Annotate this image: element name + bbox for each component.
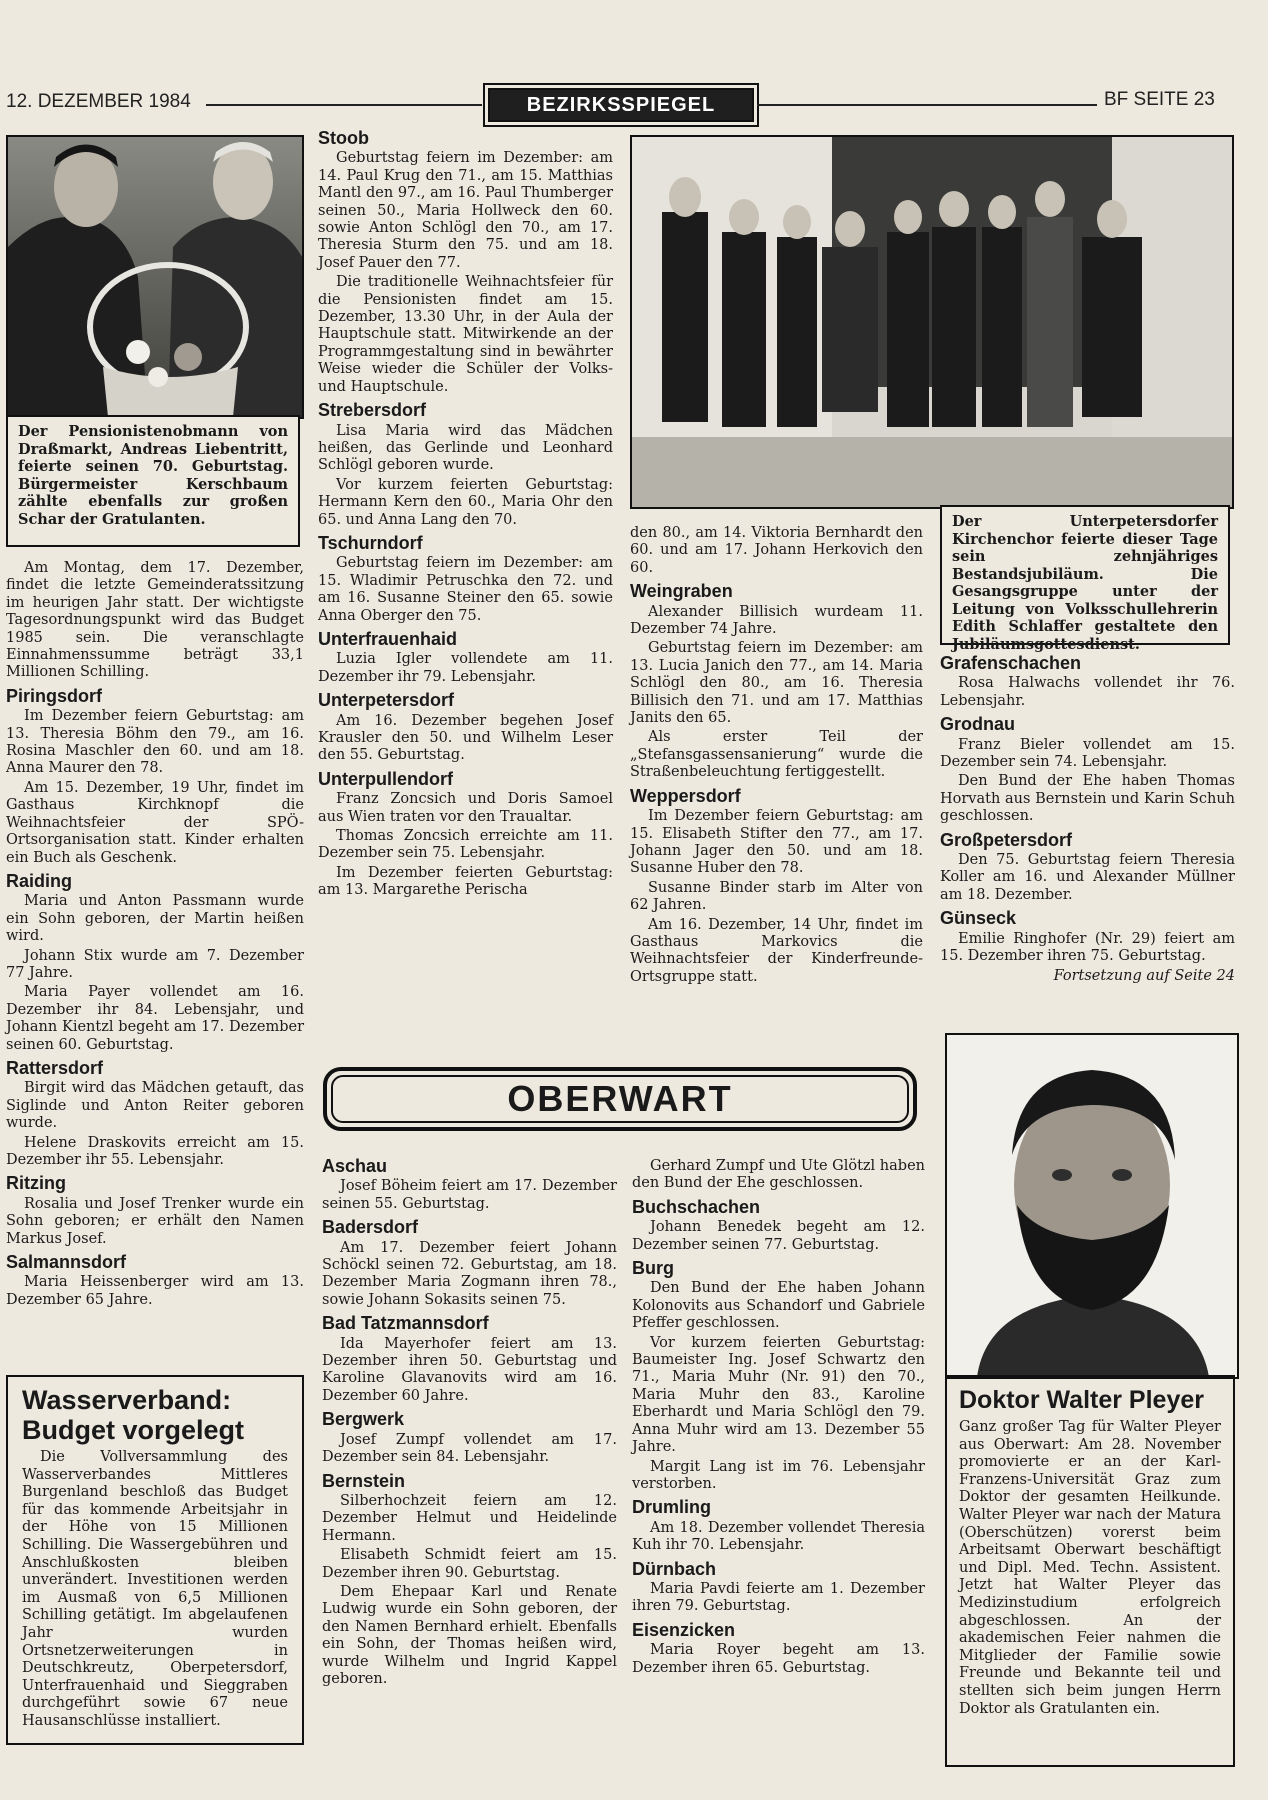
- paragraph: Susanne Binder starb im Alter von 62 Jahren.: [630, 879, 923, 914]
- paragraph: Franz Zoncsich und Doris Samoel aus Wien traten vor den Traualtar.: [318, 791, 613, 825]
- heading-badersdorf: Badersdorf: [322, 1217, 419, 1238]
- paragraph: Lisa Maria wird das Mädchen heißen, das Gerlinde und Leonhard Schlögl geboren wurde.: [318, 422, 613, 474]
- paragraph: Vor kurzem feierten Geburtstag: Hermann Kern den 60., Maria Ohr den 65. und Anna Lang den 70.: [318, 476, 613, 528]
- paragraph: Emilie Ringhofer (Nr. 29) feiert am 15. Dezember ihren 75. Geburtstag.: [940, 930, 1235, 965]
- paragraph: Geburtstag feiern im Dezember: am 13. Lucia Janich den 77., am 14. Maria Schlögl den 80., am 16. Theresia Billisich den 71. und am 17. Matthias Janits den 65.: [630, 640, 923, 727]
- heading-burg: Burg: [632, 1258, 674, 1279]
- paragraph: den 80., am 14. Viktoria Bernhardt den 60. und am 17. Johann Herkovich den 60.: [630, 525, 923, 576]
- paragraph: Silberhochzeit feiern am 12. Dezember Helmut und Heidelinde Hermann.: [322, 1492, 617, 1544]
- paragraph: Am 15. Dezember, 19 Uhr, findet im Gasthaus Kirchknopf die Weihnachtsfeier der SPÖ-Ortsorganisation statt. Kinder erhalten ein Buch als Geschenk.: [6, 779, 304, 866]
- paragraph: Am 16. Dezember begehen Josef Krausler den 50. und Wilhelm Leser den 55. Geburtstag.: [318, 712, 613, 764]
- paragraph: Rosalia und Josef Trenker wurde ein Sohn geboren; er erhält den Namen Markus Josef.: [6, 1195, 304, 1247]
- paragraph: Thomas Zoncsich erreichte am 11. Dezember sein 75. Lebensjahr.: [318, 828, 613, 862]
- paragraph: Im Dezember feierten Geburtstag: am 13. Margarethe Perischa: [318, 864, 613, 899]
- heading-weppersdorf: Weppersdorf: [630, 785, 741, 806]
- photo-choir: [630, 135, 1234, 509]
- oberwart-banner: [323, 1067, 917, 1131]
- paragraph: Als erster Teil der „Stefansgassensanierung“ wurde die Straßenbeleuchtung fertiggestellt.: [630, 729, 923, 781]
- intro-paragraph: Am Montag, dem 17. Dezember, findet die letzte Gemeinderatssitzung im heurigen Jahr statt. Der wichtigste Tagesordnungspunkt wird das Budget 1985 sein. Die veranschlagte Einnahmenssumme beträgt 33,1 Millionen Schilling.: [6, 560, 304, 681]
- heading-buchschachen: Buchschachen: [632, 1196, 761, 1217]
- heading-grafenschachen: Grafenschachen: [940, 653, 1082, 673]
- paragraph: Maria Payer vollendet am 16. Dezember ihr 84. Lebensjahr, und Johann Kientzl begeht am 17. Dezember seinen 60. Geburtstag.: [6, 984, 304, 1053]
- walter-pleyer-text: Ganz großer Tag für Walter Pleyer aus Oberwart: Am 28. November promovierte er an der Karl-Franzens-Universität Graz zum Doktor der gesamten Heilkunde. Walter Pleyer war nach der Matura (Oberschützen) vorerst beim Arbeitsamt Oberwart beschäftigt und Dipl. Med. Techn. Assistent. Jetzt hat Walter Pleyer das Medizinstudium erfolgreich abgeschlossen. An der akademischen Feier nahmen die Mitglieder der Familie sowie Freunde und Bekannte teil und stellten sich beim jungen Herrn Doktor als Gratulanten ein.: [959, 1419, 1221, 1717]
- paragraph: Dem Ehepaar Karl und Renate Ludwig wurde ein Sohn geboren, der den Namen Bernhard erhielt. Ebenfalls ein Sohn, der Thomas heißen wird, wurde Wilhelm und Ingrid Kappel geboren.: [322, 1583, 617, 1687]
- heading-weingraben: Weingraben: [630, 581, 733, 602]
- paragraph: Vor kurzem feierten Geburtstag: Baumeister Ing. Josef Schwartz den 71., Maria Muhr (Nr. 91) den 70., Maria Muhr den 83., Karoline Eberhardt und Maria Schlögl den 79. Anna Muhr wird am 13. Dezember 55 Jahre.: [632, 1334, 925, 1456]
- photo-choir-image: [632, 137, 1232, 507]
- section-tag: BEZIRKSSPIEGEL: [488, 88, 754, 122]
- heading-salmannsdorf: Salmannsdorf: [6, 1252, 127, 1273]
- header-rule-left: [206, 104, 482, 106]
- column-1: [6, 560, 304, 1309]
- paragraph: Den Bund der Ehe haben Thomas Horvath aus Bernstein und Karin Schuh geschlossen.: [940, 773, 1235, 825]
- heading-eisenzicken: Eisenzicken: [632, 1619, 736, 1640]
- paragraph: Den 75. Geburtstag feiern Theresia Koller am 16. und Alexander Müllner am 18. Dezember.: [940, 852, 1235, 903]
- paragraph: Im Dezember feiern Geburtstag: am 15. Elisabeth Stifter den 77., am 17. Johann Jager den 50. und am 18. Susanne Huber den 78.: [630, 808, 923, 877]
- heading-aschau: Aschau: [322, 1156, 388, 1176]
- paragraph: Am 16. Dezember, 14 Uhr, findet im Gasthaus Markovics die Weihnachtsfeier der Kinderfreunde-Ortsgruppe statt.: [630, 916, 923, 985]
- paragraph: Elisabeth Schmidt feiert am 15. Dezember ihren 90. Geburtstag.: [322, 1547, 617, 1581]
- paragraph: Maria und Anton Passmann wurde ein Sohn geboren, der Martin heißen wird.: [6, 893, 304, 945]
- wasserverband-box: [6, 1375, 304, 1745]
- oberwart-banner-title: OBERWART: [331, 1075, 909, 1123]
- photo-walter-pleyer-image: [947, 1035, 1237, 1377]
- paragraph: Gerhard Zumpf und Ute Glötzl haben den Bund der Ehe geschlossen.: [632, 1158, 925, 1192]
- wasserverband-title: Wasserverband: Budget vorgelegt: [22, 1385, 245, 1445]
- heading-piringsdorf: Piringsdorf: [6, 685, 103, 706]
- photo-choir-caption: Der Unterpetersdorfer Kirchenchor feierte dieser Tage sein zehnjähriges Bestandsjubiläum. Die Gesangsgruppe unter der Leitung von Volksschullehrerin Edith Schlaffer gestaltete den Jubiläumsgottesdienst.: [940, 505, 1230, 645]
- walter-pleyer-box: [945, 1375, 1235, 1767]
- paragraph: Josef Böheim feiert am 17. Dezember seinen 55. Geburtstag.: [322, 1178, 617, 1212]
- paragraph: Maria Pavdi feierte am 1. Dezember ihren 79. Geburtstag.: [632, 1580, 925, 1615]
- paragraph: Am 18. Dezember vollendet Theresia Kuh ihr 70. Lebensjahr.: [632, 1519, 925, 1554]
- heading-bergwerk: Bergwerk: [322, 1409, 405, 1430]
- heading-drumling: Drumling: [632, 1497, 711, 1518]
- column-2: [318, 130, 613, 900]
- heading-unterpetersdorf: Unterpetersdorf: [318, 690, 455, 711]
- paragraph: Ida Mayerhofer feiert am 13. Dezember ihren 50. Geburtstag und Karoline Glavanovits wird am 16. Dezember 60 Jahre.: [322, 1335, 617, 1404]
- photo-pensioners-caption: Der Pensionistenobmann von Draßmarkt, Andreas Liebentritt, feierte seinen 70. Geburtstag. Bürgermeister Kerschbaum zählte ebenfalls zur großen Schar der Gratulanten.: [6, 415, 300, 547]
- paragraph: Margit Lang ist im 76. Lebensjahr verstorben.: [632, 1458, 925, 1492]
- heading-duernbach: Dürnbach: [632, 1558, 717, 1579]
- heading-unterpullendorf: Unterpullendorf: [318, 768, 453, 789]
- paragraph: Johann Stix wurde am 7. Dezember 77 Jahre.: [6, 947, 304, 981]
- photo-walter-pleyer: [945, 1033, 1239, 1379]
- wasserverband-text: Die Vollversammlung des Wasserverbandes Mittleres Burgenland beschloß das Budget für das kommende Arbeitsjahr in der Höhe von 15 Millionen Schilling. Die Wassergebühren und Anschlußkosten bleiben unverändert. Investitionen werden im Ausmaß von 6,5 Millionen Schilling getätigt. Im abgelaufenen Jahr wurden Ortsnetzerweiterungen in Deutschkreutz, Oberpetersdorf, Unterfrauenhaid und Sieggraben durchgeführt sowie 67 neue Hausanschlüsse installiert.: [22, 1449, 288, 1729]
- page-number: BF SEITE 23: [1104, 89, 1215, 110]
- heading-bad-tatzmannsdorf: Bad Tatzmannsdorf: [322, 1313, 489, 1334]
- heading-tschurndorf: Tschurndorf: [318, 532, 423, 553]
- photo-pensioners: [6, 135, 304, 419]
- continued-link[interactable]: Fortsetzung auf Seite 24: [1053, 967, 1235, 984]
- paragraph: Geburtstag feiern im Dezember: am 14. Paul Krug den 71., am 15. Matthias Mantl den 97., am 16. Paul Thumberger seinen 50., Maria Hollweck den 60. sowie Anton Schlögl den 70., am 17. Theresia Sturm den 75. und am 18. Josef Pauer den 77.: [318, 150, 613, 271]
- heading-rattersdorf: Rattersdorf: [6, 1057, 104, 1078]
- heading-raiding: Raiding: [6, 870, 72, 891]
- photo-pensioners-image: [8, 137, 302, 417]
- paragraph: Franz Bieler vollendet am 15. Dezember sein 74. Lebensjahr.: [940, 736, 1235, 771]
- heading-bernstein: Bernstein: [322, 1470, 406, 1491]
- oberwart-column-2: [632, 1158, 925, 1677]
- paragraph: Maria Royer begeht am 13. Dezember ihren 65. Geburtstag.: [632, 1642, 925, 1676]
- paragraph: Den Bund der Ehe haben Johann Kolonovits aus Schandorf und Gabriele Pfeffer geschlossen.: [632, 1280, 925, 1332]
- paragraph: Am 17. Dezember feiert Johann Schöckl seinen 72. Geburtstag, am 18. Dezember Maria Zogmann ihren 78., sowie Johann Sokasits seinen 75.: [322, 1239, 617, 1308]
- heading-stoob: Stoob: [318, 128, 369, 148]
- column-4: [940, 655, 1235, 985]
- column-3: [630, 525, 923, 986]
- paragraph: Luzia Igler vollendete am 11. Dezember ihr 79. Lebensjahr.: [318, 651, 613, 685]
- paragraph: Alexander Billisich wurdeam 11. Dezember 74 Jahre.: [630, 603, 923, 638]
- header-rule-right: [757, 104, 1097, 106]
- paragraph: Josef Zumpf vollendet am 17. Dezember sein 84. Lebensjahr.: [322, 1431, 617, 1466]
- walter-pleyer-title: Doktor Walter Pleyer: [959, 1386, 1204, 1414]
- paragraph: Rosa Halwachs vollendet ihr 76. Lebensjahr.: [940, 675, 1235, 709]
- paragraph: Helene Draskovits erreicht am 15. Dezember ihr 55. Lebensjahr.: [6, 1134, 304, 1168]
- continued-note: [940, 968, 1235, 985]
- heading-grosspetersdorf: Großpetersdorf: [940, 829, 1073, 850]
- heading-unterfrauenhaid: Unterfrauenhaid: [318, 628, 458, 649]
- paragraph: Maria Heissenberger wird am 13. Dezember 65 Jahre.: [6, 1274, 304, 1308]
- paragraph: Geburtstag feiern im Dezember: am 15. Wladimir Petruschka den 72. und am 16. Susanne Steiner den 65. sowie Anna Oberger den 75.: [318, 555, 613, 624]
- paragraph: Johann Benedek begeht am 12. Dezember seinen 77. Geburtstag.: [632, 1219, 925, 1253]
- heading-grodnau: Grodnau: [940, 714, 1015, 735]
- issue-date: 12. DEZEMBER 1984: [6, 91, 191, 112]
- paragraph: Birgit wird das Mädchen getauft, das Siglinde und Anton Reiter geboren wurde.: [6, 1080, 304, 1132]
- heading-ritzing: Ritzing: [6, 1173, 66, 1194]
- paragraph: Die traditionelle Weihnachtsfeier für die Pensionisten findet am 15. Dezember, 13.30 Uhr, in der Aula der Hauptschule statt. Mitwirkende an der Programmgestaltung sind in bewährter Weise wieder die Schüler der Volks- und Hauptschule.: [318, 274, 613, 395]
- oberwart-column-1: [322, 1158, 617, 1688]
- paragraph: Im Dezember feiern Geburtstag: am 13. Theresia Böhm den 79., am 16. Rosina Maschler den 60. und am 18. Anna Maurer den 78.: [6, 708, 304, 777]
- heading-guenseck: Günseck: [940, 908, 1017, 929]
- heading-strebersdorf: Strebersdorf: [318, 400, 427, 421]
